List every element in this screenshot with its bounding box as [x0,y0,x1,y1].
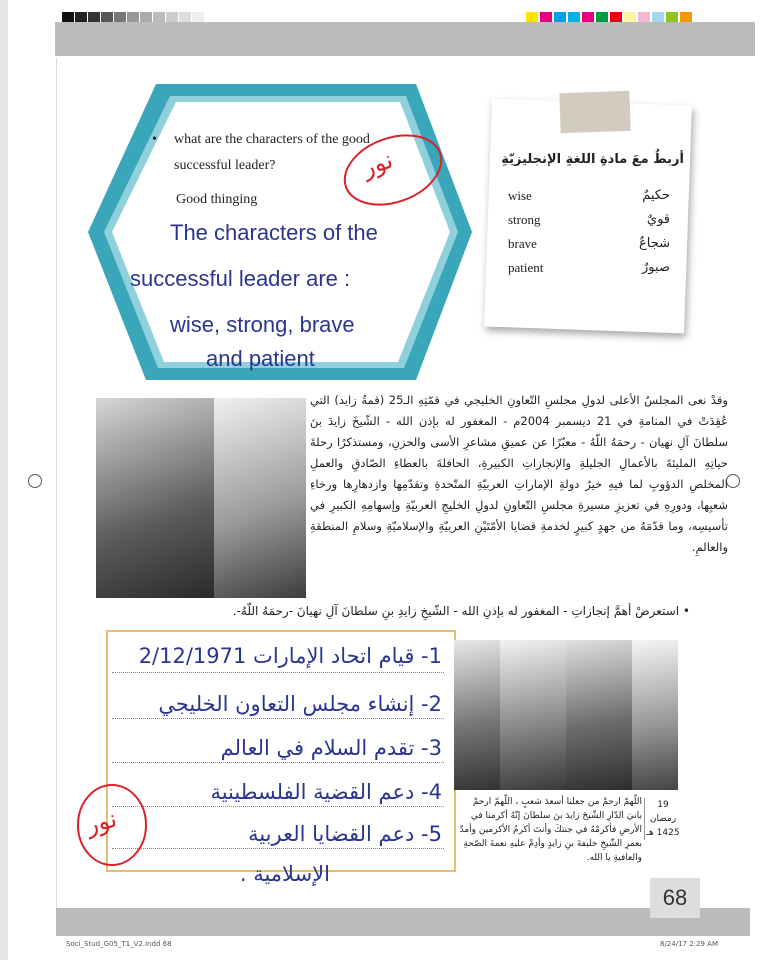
achievements-bullet [160,604,690,618]
portrait-photo-6 [632,640,678,790]
answer-line-1: The characters of the [170,220,378,245]
note-arabic-word: شجاعٌ [638,236,670,251]
dotted-line [112,806,444,807]
page-number: 68 [650,878,700,918]
answer-line-4: and patient [206,346,315,371]
answer-5-continued: الإسلامية . [239,862,330,886]
good-thinging-label: Good thinging [176,192,258,207]
top-bar [55,22,755,56]
portrait-photo-1 [96,398,214,598]
note-english-word: patient [508,260,544,275]
answer-line-2: successful leader are : [130,266,351,291]
print-timestamp: 8/24/17 2:29 AM [660,940,718,948]
note-arabic-word: حكيمٌ [642,188,670,203]
bullet-dot: • [152,132,157,147]
dotted-line [112,848,444,849]
dotted-line [112,762,444,763]
answer-3: 3- تقدم السلام في العالم [220,736,442,760]
left-edge [0,0,8,960]
registration-mark-left [28,474,42,488]
date-day: 19 [657,800,669,810]
registration-mark-right [726,474,740,488]
date-month: رمضان [649,814,677,824]
portrait-photo-3 [454,640,500,790]
portrait-photo-4 [500,640,566,790]
note-english-word: brave [508,236,537,251]
answer-5: 5- دعم القضايا العربية [248,822,442,846]
tape [559,91,630,133]
question-line-2: successful leader? [174,158,276,173]
paragraph-text: وقدْ نعى المجلسُ الأعلى لدولِ مجلسِ التّعاونِ الخليجي في قمّتِهِ الـ25 (قمةُ زايد) التي عُقِدَتْ في المنامةِ في 21 ديسمبر 2004م - المغفور له بإذن الله - الشّيخَ زايدَ بنَ سلطانَ آلِ نهيان - رحمَهُ اللّهُ - معبّرًا عن عميقِ مشاعرِ الأسى والحزنِ، ومستذكرًا رحلةَ حياتِهِ المليئةَ بالأعمالِ الجليلةِ والإنجازاتِ الكبيرةِ، الحافلةَ بالعطاءِ الصّادقِ والعملِ المخلصِ الدؤوبِ لما فيهِ خيرُ دولةِ الإماراتِ العربيّةِ المتّحدةِ وتقدّمِها وازدهارِها ورخاءِ شعبِها، ودورِهِ في تعزيزِ مسيرةِ مجلسِ التّعاونِ لدولِ الخليجِ العربيّةِ وإسهامِهِ الكبيرِ في تأسيسِه، وما قدّمَهُ من جهدٍ كبيرٍ لخدمةِ قضايا الأمّتَيْنِ العربيّةِ والإسلاميّةِ وسلامِ المنطقةِ والعالمِ. [310,393,729,554]
file-slug: Soci_Stud_G05_T1_V2.indd 68 [66,940,172,948]
portrait-photo-2 [214,398,306,598]
stamp-signature-top: نور [358,145,397,183]
note-arabic-word: صبورٌ [642,260,670,275]
bullet-dot-2: • [679,604,690,618]
note-arabic-word: قويٌ [646,212,670,227]
note-title: أربطُ معَ مادةِ اللغةِ الإنجليزيّةِ [501,152,684,167]
dotted-line [112,718,444,719]
bottom-bar [56,908,750,936]
achievements-prompt: استعرضْ أهمَّ إنجازاتِ - المغفور له بإذنِ الله - الشّيخِ زايدِ بنِ سلطانَ آلِ نهيانَ -رحمَهُ اللّهُ-. [232,604,680,618]
prayer-caption: اللّهمّ ارحمْ من جعلنا أسعدَ شعبٍ ، اللّهمّ ارحمْ بانيَ الدّارِ الشّيخَ زايدَ بنَ سلطانَ إنّهُ أكرمنا في الأرضِ فأكرمْهُ في جنتكَ وأنتَ أكرمُ الأكرمين وأمدّ بعمرِ الشّيخِ خليفةَ بنِ زايدٍ وأدِمْ عليهِ نعمةَ الصّحةِ والعافيةِ يا الله. [459,797,642,863]
answer-2: 2- إنشاء مجلس التعاون الخليجي [158,692,442,716]
stamp-signature-bottom: نور [82,804,120,840]
answer-4: 4- دعم القضية الفلسطينية [210,780,442,804]
question-line-1: what are the characters of the good [174,132,370,147]
answer-1: 1- قيام اتحاد الإمارات 2/12/1971 [138,644,442,668]
date-year: 1425 هـ [646,828,680,838]
portrait-photo-5 [566,640,632,790]
answer-line-3: wise, strong, brave [170,312,355,337]
note-english-word: wise [508,188,532,203]
note-english-word: strong [508,212,541,227]
dotted-line [112,672,444,673]
date-box [644,798,681,840]
